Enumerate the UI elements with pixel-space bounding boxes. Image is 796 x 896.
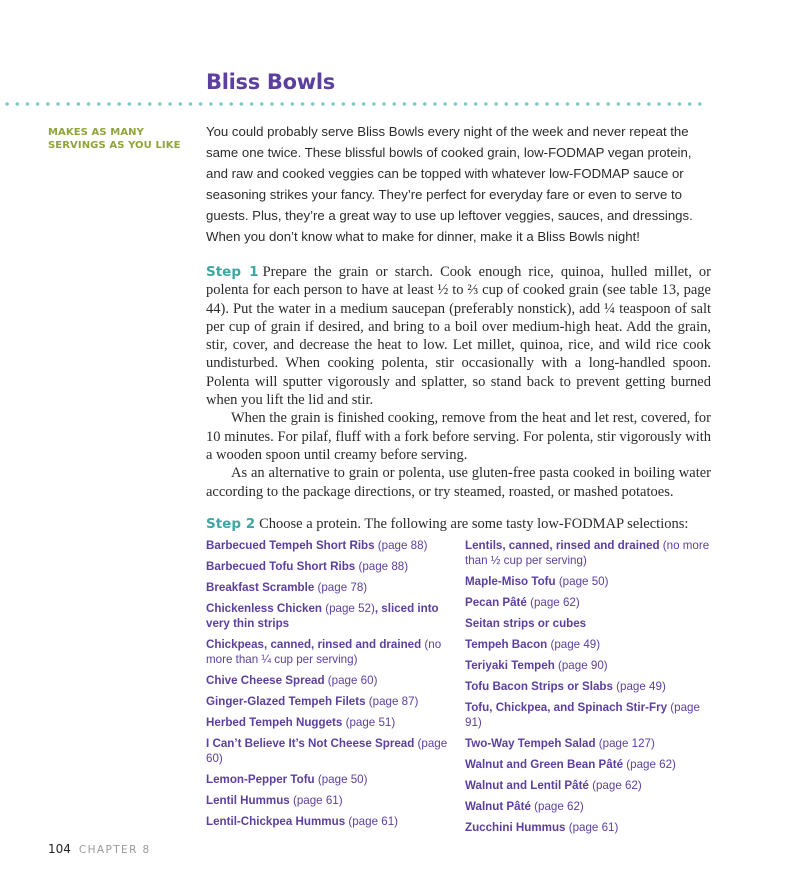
list-item	[465, 595, 715, 610]
page-reference: (page 61)	[289, 794, 343, 807]
step-2-label: Step 2	[206, 516, 256, 532]
list-item	[465, 778, 715, 793]
protein-name: Teriyaki Tempeh	[465, 659, 555, 672]
list-item	[465, 736, 715, 751]
list-item	[206, 637, 460, 667]
protein-name: Walnut and Lentil Pâté	[465, 779, 589, 792]
page-reference: (page 88)	[374, 539, 428, 552]
protein-name: Maple-Miso Tofu	[465, 575, 556, 588]
page-reference: (page 87)	[365, 695, 419, 708]
page-reference: (page 88)	[355, 560, 409, 573]
list-item	[465, 637, 715, 652]
protein-name: Barbecued Tofu Short Ribs	[206, 560, 356, 573]
list-item	[465, 757, 715, 772]
page-reference: (no more than ¼ cup per serving)	[206, 638, 442, 666]
page-reference: (page 50)	[314, 773, 368, 786]
protein-name: I Can’t Believe It’s Not Cheese Spread	[206, 737, 415, 750]
page-number: 104	[48, 842, 71, 856]
protein-name: Lemon-Pepper Tofu	[206, 773, 315, 786]
protein-name: Chive Cheese Spread	[206, 674, 325, 687]
list-item	[206, 559, 460, 574]
protein-name: Tofu, Chickpea, and Spinach Stir-Fry	[465, 701, 668, 714]
step-2	[206, 515, 711, 533]
intro-paragraph: You could probably serve Bliss Bowls every night of the week and never repeat the same one twice. These blissful bowls of cooked grain, low-FODMAP vegan protein, and raw and cooked veggies can be topped with whatever low-FODMAP sauce or seasoning strikes your fancy. They’re perfect for everyday fare or even to serve to guests. Plus, they’re a great way to use up leftover veggies, sauces, and dressings. When you don’t know what to make for dinner, make it a Bliss Bowls night!	[206, 124, 693, 244]
page-reference: (page 62)	[530, 800, 584, 813]
list-item	[465, 700, 715, 730]
protein-name: Lentil-Chickpea Hummus	[206, 815, 346, 828]
list-item	[465, 820, 715, 835]
page-reference: (page 91)	[465, 701, 700, 729]
page-reference: (no more than ½ cup per serving)	[465, 539, 710, 567]
step-1-paragraph-1: Prepare the grain or starch. Cook enough rice, quinoa, hulled millet, or polenta for each person to have at least ½ to ⅔ cup of cooked grain (see table 13, page 44). Put the water in a medium saucepan (preferably nonstick), add ¼ teaspoon of salt per cup of grain if desired, and bring to a boil over medium-high heat. Add the grain, stir, cover, and decrease the heat to low. Let millet, quinoa, rice, and wild rice cook undisturbed. When cooking polenta, stir occasionally with a long-handled spoon. Polenta will sputter vigorously and splatter, so stand back to prevent getting burned when you lift the lid and stir.	[206, 264, 712, 409]
list-item	[206, 736, 460, 766]
protein-name: Lentil Hummus	[206, 794, 290, 807]
protein-name: Chickpeas, canned, rinsed and drained	[206, 638, 422, 651]
list-item	[465, 574, 715, 589]
step-1	[206, 263, 711, 501]
list-item	[465, 799, 715, 814]
page-reference: (page 62)	[623, 758, 676, 771]
page-reference: (page 60)	[206, 737, 448, 765]
page-reference: (page 90)	[554, 659, 608, 672]
protein-name: Tofu Bacon Strips or Slabs	[465, 680, 613, 693]
yield-label: MAKES AS MANY SERVINGS AS YOU LIKE	[48, 127, 181, 151]
list-item	[206, 814, 460, 829]
protein-name: Herbed Tempeh Nuggets	[206, 716, 343, 729]
list-item	[465, 658, 715, 673]
list-item	[465, 538, 715, 568]
page-reference: (page 51)	[342, 716, 396, 729]
page-reference: (page 127)	[595, 737, 655, 750]
list-item	[206, 601, 460, 631]
page-reference: (page 78)	[314, 581, 368, 594]
page-reference: (page 52)	[322, 602, 375, 615]
page-reference: (page 50)	[555, 575, 609, 588]
protein-list-left	[206, 538, 460, 835]
list-item	[206, 694, 460, 709]
step-1-paragraph-2: When the grain is finished cooking, remove from the heat and let rest, covered, for 10 minutes. For pilaf, fluff with a fork before serving. For polenta, stir vigorously with a wooden spoon until creamy before serving.	[206, 410, 711, 463]
protein-name: Lentils, canned, rinsed and drained	[465, 539, 660, 552]
list-item	[465, 616, 715, 631]
protein-name: Pecan Pâté	[465, 596, 527, 609]
page-reference: (page 49)	[547, 638, 601, 651]
protein-name: Walnut Pâté	[465, 800, 531, 813]
protein-name: Walnut and Green Bean Pâté	[465, 758, 624, 771]
recipe-title: Bliss Bowls	[206, 70, 335, 94]
list-item	[206, 580, 460, 595]
chapter-label: CHAPTER 8	[78, 844, 151, 856]
page-reference: (page 62)	[526, 596, 580, 609]
protein-name: Tempeh Bacon	[465, 638, 548, 651]
page-reference: (page 49)	[612, 680, 666, 693]
protein-name: Chickenless Chicken	[206, 602, 322, 615]
step-2-paragraph-1: Choose a protein. The following are some tasty low-FODMAP selections:	[259, 516, 689, 532]
list-item	[206, 538, 460, 553]
protein-name: Seitan strips or cubes	[465, 617, 587, 630]
list-item	[206, 793, 460, 808]
protein-list-right	[465, 538, 715, 841]
dotted-divider	[2, 102, 706, 106]
list-item	[206, 772, 460, 787]
page-footer	[48, 842, 151, 856]
list-item	[465, 679, 715, 694]
step-1-label: Step 1	[206, 264, 259, 280]
page-reference: (page 61)	[345, 815, 399, 828]
page-reference: (page 61)	[565, 821, 619, 834]
step-1-paragraph-3: As an alternative to grain or polenta, use gluten-free pasta cooked in boiling water according to the package directions, or try steamed, roasted, or mashed potatoes.	[206, 465, 711, 500]
protein-name: Zucchini Hummus	[465, 821, 566, 834]
page-reference: (page 62)	[588, 779, 642, 792]
protein-name: Breakfast Scramble	[206, 581, 315, 594]
protein-note: , sliced into very thin strips	[206, 602, 439, 630]
list-item	[206, 673, 460, 688]
protein-name: Two-Way Tempeh Salad	[465, 737, 596, 750]
protein-name: Ginger-Glazed Tempeh Filets	[206, 695, 366, 708]
page-reference: (page 60)	[324, 674, 378, 687]
list-item	[206, 715, 460, 730]
protein-name: Barbecued Tempeh Short Ribs	[206, 539, 375, 552]
